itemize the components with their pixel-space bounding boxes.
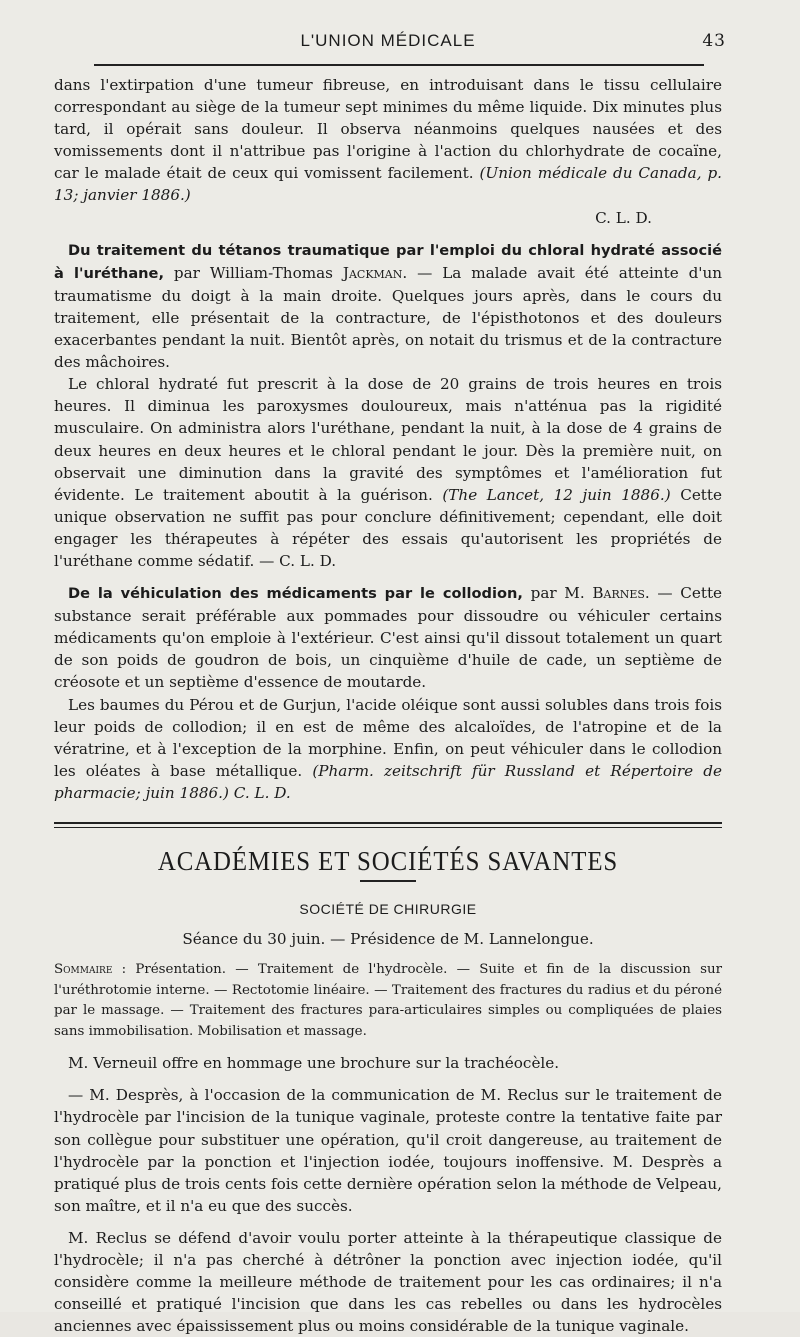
section-rule-thin [54,827,722,828]
sommaire-label: Sommaire : [54,962,127,978]
running-header [54,30,726,58]
journal-title: L'UNION MÉDICALE [300,31,476,50]
article-continuation [54,74,722,207]
subsection-title: SOCIÉTÉ DE CHIRURGIE [299,901,477,918]
article-collodion-text2: Les baumes du Pérou et de Gurjun, l'acide oléique sont aussi solubles dans trois fois leur poids de collodion; il en est de même des alcaloïdes, de l'atropine et de la vératrine, et à l'exception de la morphine. Enfin, on peut véhiculer dans le collodion les oléates à base métallique. [54,695,722,780]
article-collodion-author: Barnes. [592,584,650,603]
article-tetanos-title: Du traitement du tétanos traumatique par l'emploi du chloral hydraté associé à l'uréthane, [54,241,722,282]
session-line: Séance du 30 juin. — Présidence de M. Lannelongue. [182,930,594,949]
article-continuation-text: dans l'extirpation d'une tumeur fibreuse, en introduisant dans le tissu cellulaire correspondant au siège de la tumeur sept minimes du même liquide. Dix minutes plus tard, il opérait sans douleur. Il observa néanmoins quelques nausées et des vomissements dont il n'attribue pas l'origine à l'action du chlorhydrate de cocaïne, car le malade était de ceux qui vomissent facilement. [54,76,722,183]
article-tetanos [54,239,722,374]
section-title: ACADÉMIES ET SOCIÉTÉS SAVANTES [157,846,619,876]
sommaire [54,960,722,1042]
article-tetanos-text1: — La malade avait été atteinte d'un traumatisme du doigt à la main droite. Quelques jours après, dans le cours du traitement, elle présentait de la contracture, de l'épisthotonos et des douleurs exacerbantes pendant la nuit. Bientôt après, on notait du trismus et de la contracture des mâchoires. [54,263,723,372]
section-title-rule [360,880,416,882]
sommaire-text: Présentation. — Traitement de l'hydrocèle. — Suite et fin de la discussion sur l'uréthrotomie interne. — Rectotomie linéaire. — Traitement des fractures du radius et du péroné par le massage. — Traitement des fractures para-articulaires simples ou compliquées de plaies sans immobilisation. Mobilisation et massage. [54,962,722,1039]
article-tetanos-author: Jackman. [342,263,408,282]
page-number: 43 [702,31,726,51]
article-collodion-author-prefix: par M. [530,584,585,603]
section-rule-thick [54,822,722,824]
article-tetanos-para2 [54,373,722,572]
article-collodion [54,582,722,693]
article-collodion-citation: (Pharm. zeitschrift für Russland et Répertoire de pharmacie; juin 1886.) C. L. D. [54,761,722,802]
article-tetanos-text2: Le chloral hydraté fut prescrit à la dose de 20 grains de trois heures en trois heures. Il diminua les paroxysmes douloureux, mais n'atténua pas la rigidité musculaire. On administra alors l'uréthane, pendant la nuit, à la dose de 4 grains de deux heures en deux heures et le chloral pendant le jour. Dès la première nuit, on observait une diminution dans la gravité des symptômes et l'amélioration fut évidente. Le traitement aboutit à la guérison. [54,375,722,504]
article-tetanos-author-prefix: par William-Thomas [173,263,333,282]
session-para-verneuil: M. Verneuil offre en hommage une brochure sur la trachéocèle. [68,1054,560,1073]
session-para-despres: — M. Desprès, à l'occasion de la communication de M. Reclus sur le traitement de l'hydrocèle par l'incision de la tunique vaginale, proteste contre la tentative faite par son collègue pour substituer une opération, qu'il croit dangereuse, au traitement de l'hydrocèle par la ponction et l'injection iodée, toujours inoffensive. M. Desprès a pratiqué plus de trois cents fois cette dernière opération selon la méthode de Velpeau, son maître, et il n'a eu que des succès. [54,1086,722,1215]
article-collodion-title: De la véhiculation des médicaments par le collodion, [68,585,523,603]
article-collodion-para2 [54,694,722,804]
article-continuation-signature: C. L. D. [595,208,652,227]
article-continuation-citation: (Union médicale du Canada, p. 13; janvier 1886.) [54,164,722,205]
session-para-reclus: M. Reclus se défend d'avoir voulu porter atteinte à la thérapeutique classique de l'hydrocèle; il n'a pas cherché à détrôner la ponction avec injection iodée, qu'il considère comme la meilleure méthode de traitement pour les cas ordinaires; il n'a conseillé et pratiqué l'incision que dans les cas rebelles ou dans les hydrocèles anciennes avec épaississement plus ou moins considérable de la tunique vaginale. [54,1228,722,1336]
article-tetanos-citation: (The Lancet, 12 juin 1886.) [442,485,671,504]
article-tetanos-text3: Cette unique observation ne suffit pas pour conclure définitivement; cependant, elle doit engager les thérapeutes à répéter des essais qu'autorisent les propriétés de l'uréthane comme sédatif. — C. L. D. [54,485,723,570]
article-collodion-text1: — Cette substance serait préférable aux pommades pour dissoudre ou véhiculer certains médicaments qu'on emploie à l'extérieur. C'est ainsi qu'il dissout totalement un quart de son poids de goudron de bois, un cinquième d'huile de cade, un septième de créosote et un septième d'essence de moutarde. [54,584,723,692]
header-rule [94,64,704,66]
